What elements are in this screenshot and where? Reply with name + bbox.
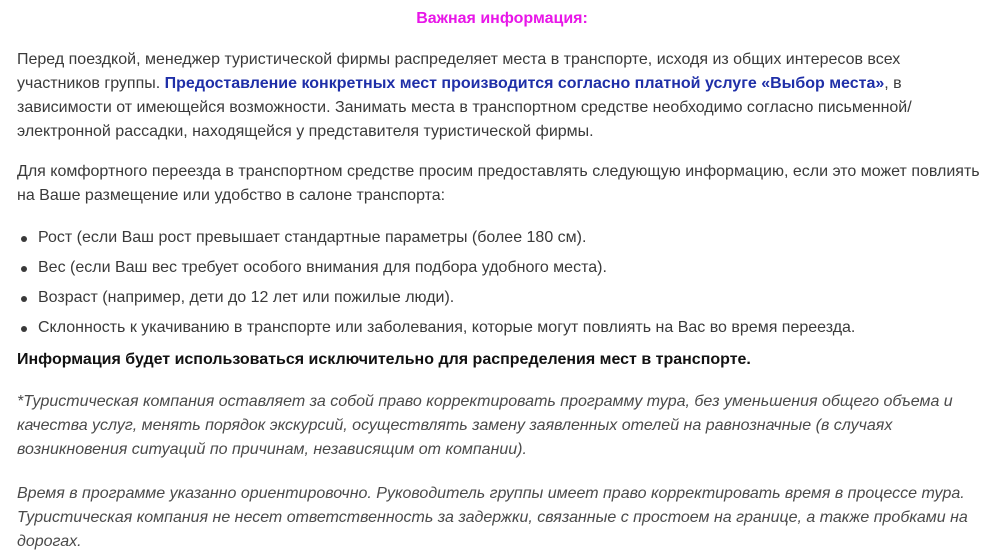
list-item: [17, 316, 855, 346]
seating-text-end: , в зависимости от имеющейся возможности. Занимать места в транспортном средстве необходимо согласно письменной/электронной рассадки, находящейся у представителя туристической фирмы.: [17, 75, 912, 140]
seating-text-start: Перед поездкой, менеджер туристической фирмы распределяет места в транспорте, исходя из общих интересов всех участников группы.: [17, 51, 901, 92]
list-item: [17, 256, 855, 286]
bullet-icon: [21, 296, 27, 302]
seating-paragraph: [17, 48, 967, 144]
seat-selection-highlight: Предоставление конкретных мест производится согласно платной услуге «Выбор места»: [164, 75, 885, 92]
list-item-text: Склонность к укачиванию в транспорте или заболевания, которые могут повлиять на Вас во время переезда.: [38, 319, 856, 336]
program-change-disclaimer: *Туристическая компания оставляет за собой право корректировать программу тура, без уменьшения общего объема и качества услуг, менять порядок экскурсий, осуществлять замену заявленных отелей на равнозначные (в случаях возникновения ситуаций по причинам, независящим от компании).: [17, 393, 953, 458]
bullet-icon: [21, 326, 27, 332]
comfort-request-paragraph: Для комфортного переезда в транспортном средстве просим предоставлять следующую информацию, если это может повлиять на Ваше размещение или удобство в салоне транспорта:: [17, 163, 980, 204]
timing-disclaimer: Время в программе указанно ориентировочно. Руководитель группы имеет право корректировать время в процессе тура. Туристическая компания не несет ответственность за задержки, связанные с простоем на границе, а также пробками на дорогах.: [17, 485, 968, 550]
bullet-icon: [21, 266, 27, 272]
requirements-list: [17, 226, 855, 346]
list-item-text: Вес (если Ваш вес требует особого внимания для подбора удобного места).: [38, 259, 607, 276]
list-item-text: Рост (если Ваш рост превышает стандартные параметры (более 180 см).: [38, 229, 587, 246]
list-item: [17, 226, 855, 256]
bullet-icon: [21, 236, 27, 242]
list-item-text: Возраст (например, дети до 12 лет или пожилые люди).: [38, 289, 455, 306]
usage-note: Информация будет использоваться исключительно для распределения мест в транспорте.: [17, 351, 751, 368]
list-item: [17, 286, 855, 316]
important-info-title: Важная информация:: [416, 10, 588, 27]
